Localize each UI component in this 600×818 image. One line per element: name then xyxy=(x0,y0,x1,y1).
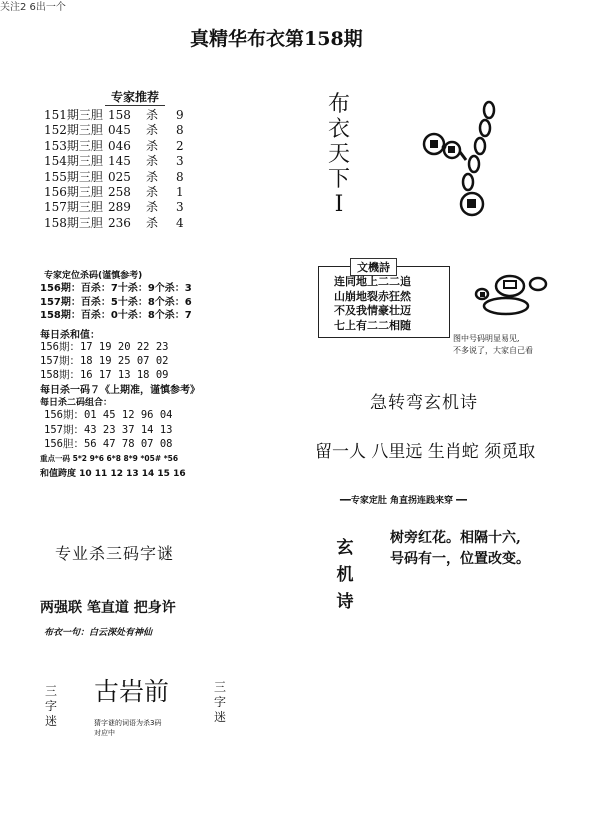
expert-recommend-heading: 专家推荐 xyxy=(105,88,165,106)
xuanji-vertical-title: 玄 机 诗 xyxy=(336,538,354,612)
riddle-poem-title: 急转弯玄机诗 xyxy=(370,393,478,413)
list-item: 155期三胆 025 杀 8 xyxy=(44,169,184,184)
buyi-char: 天 xyxy=(327,142,350,167)
riddle-note: 猜字谜的词语为杀3码 对应中 xyxy=(94,719,162,737)
sum-kill-list xyxy=(40,340,168,382)
riddle-label-right: 三 字 迷 xyxy=(213,680,226,724)
key-one-code-line: 重点一码 5*2 9*6 6*8 8*9 *05# *56 xyxy=(40,454,179,463)
poem-line: 号码有一，位置改变。 xyxy=(390,551,530,567)
poem-line: 山崩地裂赤狂然 xyxy=(334,289,411,303)
list-item: 157期三胆 289 杀 3 xyxy=(44,200,184,215)
page-title: 真精华布衣第158期 xyxy=(190,28,363,50)
buyi-char: 衣 xyxy=(327,117,350,142)
expert-divider-line: ━━专家定肚 角直拐连践来穿 ━━ xyxy=(340,496,467,506)
list-item: 154期三胆 145 杀 3 xyxy=(44,154,184,169)
list-item: 158期：百杀：0十杀：8个杀：7 xyxy=(40,310,192,321)
riddle-poem-line: 留一人 八里远 生肖蛇 须觅取 xyxy=(315,442,536,462)
list-item: 153期三胆 046 杀 2 xyxy=(44,138,184,153)
poem-line: 连同地上二二追 xyxy=(334,275,411,288)
one-code-kill: 每日杀一码７《上期准，谨慎参考》 xyxy=(40,385,200,396)
riddle-label-left: 三 字 迷 xyxy=(44,684,57,728)
sum-span-line: 和值跨度 10 11 12 13 14 15 16 xyxy=(40,469,186,479)
list-item: 158期：16 17 13 18 09 xyxy=(40,369,169,381)
list-item: 152期三胆 045 杀 8 xyxy=(44,123,184,138)
xuanji-poem xyxy=(390,528,530,570)
list-item: 156胆：56 47 78 07 08 xyxy=(44,438,173,450)
list-item: 157期：百杀：5十杀：8个杀：6 xyxy=(40,296,192,308)
riddle-line: 两强联 笔直道 把身许 xyxy=(40,600,176,616)
list-item: 156期：17 19 20 22 23 xyxy=(40,341,169,353)
riddle-answer: 古岩前 xyxy=(94,677,170,706)
list-item: 157期：43 23 37 14 13 xyxy=(44,423,173,436)
buyi-sentence: 布衣一句：白云深处有神仙 xyxy=(44,628,153,638)
wenji-note: 图中号码明显易见, 不多说了，大家自己看 xyxy=(453,334,533,355)
list-item: 156期：01 45 12 96 04 xyxy=(44,409,173,421)
buyi-char: 布 xyxy=(327,92,350,117)
top-note: 关注2 6出一个 xyxy=(0,2,66,13)
wenji-poem-heading: 文機詩 xyxy=(350,258,397,276)
two-code-heading: 每日杀二码组合： xyxy=(40,398,113,408)
poem-line: 七上有二二相随 xyxy=(334,318,411,332)
list-item: 156期三胆 258 杀 1 xyxy=(44,185,184,200)
coin-ring-icon xyxy=(470,266,560,326)
sum-kill-heading: 每日杀和值： xyxy=(40,330,100,341)
list-item: 151期三胆 158 杀 9 xyxy=(44,108,184,122)
buyi-tianxia-vertical xyxy=(324,92,354,217)
positional-kill-heading: 专家定位杀码(谨慎参考) xyxy=(44,271,143,281)
expert-recommend-list xyxy=(44,108,184,231)
list-item: 157期：18 19 25 07 02 xyxy=(40,355,169,367)
wenji-poem xyxy=(334,275,411,333)
poem-line: 树旁红花。相隔十六, xyxy=(390,530,521,546)
buyi-char: 下 xyxy=(327,167,350,192)
positional-kill-list xyxy=(40,282,192,323)
list-item: 156期：百杀：7十杀：9个杀：3 xyxy=(40,283,192,294)
riddle-title: 专业杀三码字谜 xyxy=(55,544,175,563)
two-code-list xyxy=(44,408,172,452)
list-item: 158期三胆 236 杀 4 xyxy=(44,215,184,230)
poem-line: 不及我情豪壮迈 xyxy=(334,304,411,317)
buyi-char: I xyxy=(334,192,344,217)
coin-chain-icon xyxy=(414,100,514,230)
